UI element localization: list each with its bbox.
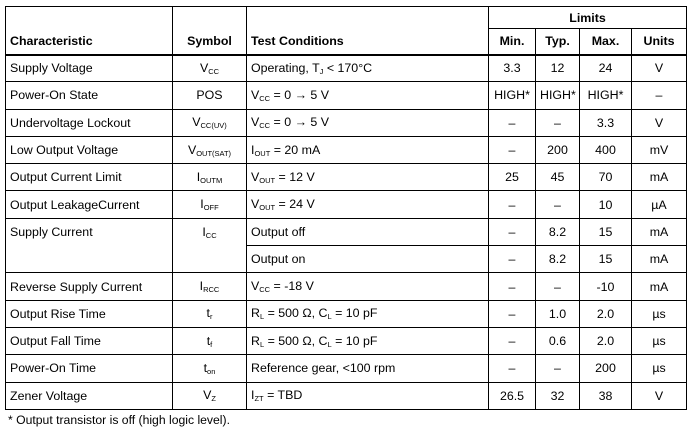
test-conditions-cell (247, 218, 489, 245)
units-cell: mV (632, 136, 687, 163)
condition-subscript: L (327, 339, 332, 349)
characteristic-cell: Power-On Time (6, 355, 173, 382)
condition-subscript: CC (259, 121, 271, 131)
typ-cell: 1.0 (536, 300, 580, 327)
min-cell: – (489, 191, 536, 218)
units-cell: mA (632, 273, 687, 300)
table-row (6, 218, 687, 245)
header-symbol-top (173, 7, 247, 29)
symbol-main: I (199, 279, 204, 294)
table-row (6, 136, 687, 163)
symbol-cell (173, 327, 247, 354)
units-cell: V (632, 382, 687, 409)
test-conditions-cell (247, 164, 489, 191)
table-row (6, 327, 687, 354)
max-cell: 200 (580, 355, 632, 382)
symbol-main: I (202, 224, 206, 239)
symbol-main: V (203, 388, 212, 403)
max-cell: 3.3 (580, 109, 632, 136)
table-row (6, 300, 687, 327)
condition-text: R (251, 333, 260, 348)
characteristic-cell: Output Current Limit (6, 164, 173, 191)
header-symbol: Symbol (173, 29, 247, 55)
characteristic-cell: Undervoltage Lockout (6, 109, 173, 136)
units-cell: µs (632, 355, 687, 382)
condition-text: = -18 V (270, 279, 314, 294)
symbol-subscript: OFF (203, 203, 219, 213)
max-cell: 400 (580, 136, 632, 163)
condition-text: = TBD (263, 388, 303, 403)
symbol-main: V (187, 142, 197, 157)
table-row (6, 55, 687, 82)
characteristic-cell: Supply Voltage (6, 55, 173, 82)
condition-subscript: OUT (259, 175, 276, 185)
symbol-subscript: r (209, 312, 213, 322)
symbol-cell (173, 355, 247, 382)
test-conditions-cell (247, 55, 489, 82)
max-cell: 24 (580, 55, 632, 82)
symbol-subscript: CC(UV) (200, 121, 227, 131)
condition-text: Output off (251, 224, 306, 239)
table-row (6, 273, 687, 300)
condition-text: Output on (251, 252, 306, 267)
max-cell: 15 (580, 218, 632, 245)
units-cell: µA (632, 191, 687, 218)
table-row (6, 355, 687, 382)
max-cell: 2.0 (580, 300, 632, 327)
condition-subscript: OUT (254, 148, 271, 158)
symbol-subscript: OUTM (200, 175, 223, 185)
condition-text: = 10 pF (331, 333, 378, 348)
max-cell: 15 (580, 246, 632, 273)
min-cell: – (489, 109, 536, 136)
header-characteristic: Characteristic (6, 29, 173, 55)
symbol-subscript: CC (205, 230, 217, 240)
test-conditions-cell (247, 382, 489, 409)
condition-text: Operating, T (251, 60, 320, 75)
condition-text: I (251, 388, 255, 403)
symbol-cell (173, 300, 247, 327)
symbol-cell (173, 191, 247, 218)
condition-text: = 20 mA (270, 142, 321, 157)
condition-text: = 500 Ω, C (264, 306, 328, 321)
test-conditions-cell (247, 300, 489, 327)
condition-text: = 0 → 5 V (270, 87, 329, 102)
units-cell: µs (632, 327, 687, 354)
characteristic-cell: Low Output Voltage (6, 136, 173, 163)
symbol-main: t (206, 306, 210, 321)
footnote: * Output transistor is off (high logic level). (8, 413, 230, 427)
units-cell: mA (632, 246, 687, 273)
electrical-characteristics-table (5, 6, 687, 410)
max-cell: 70 (580, 164, 632, 191)
min-cell: – (489, 273, 536, 300)
test-conditions-cell (247, 327, 489, 354)
condition-text: < 170°C (323, 60, 373, 75)
test-conditions-cell (247, 82, 489, 109)
table-row (6, 382, 687, 409)
symbol-cell (173, 273, 247, 300)
condition-subscript: CC (259, 93, 271, 103)
characteristic-cell: Output Rise Time (6, 300, 173, 327)
characteristic-cell: Output LeakageCurrent (6, 191, 173, 218)
typ-cell: – (536, 273, 580, 300)
condition-subscript: CC (259, 285, 271, 295)
symbol-cell (173, 382, 247, 409)
header-characteristic-top (6, 7, 173, 29)
condition-subscript: L (327, 312, 332, 322)
test-conditions-cell (247, 191, 489, 218)
header-test-conditions: Test Conditions (247, 29, 489, 55)
characteristic-cell: Supply Current (6, 218, 173, 273)
max-cell: 38 (580, 382, 632, 409)
symbol-cell (173, 109, 247, 136)
symbol-cell (173, 82, 247, 109)
max-cell: 2.0 (580, 327, 632, 354)
symbol-subscript: on (207, 366, 216, 376)
header-min: Min. (489, 29, 536, 55)
units-cell: mA (632, 218, 687, 245)
table-row (6, 109, 687, 136)
typ-cell: – (536, 109, 580, 136)
symbol-subscript: RCC (203, 285, 220, 295)
min-cell: 26.5 (489, 382, 536, 409)
condition-subscript: ZT (254, 394, 264, 404)
min-cell: 3.3 (489, 55, 536, 82)
condition-text: I (251, 142, 255, 157)
typ-cell: – (536, 355, 580, 382)
condition-text: V (251, 169, 260, 184)
header-units: Units (632, 29, 687, 55)
header-max: Max. (580, 29, 632, 55)
table-body (6, 55, 687, 410)
symbol-subscript: f (210, 339, 213, 349)
max-cell: -10 (580, 273, 632, 300)
condition-text: = 12 V (275, 169, 315, 184)
symbol-cell (173, 218, 247, 273)
header-limits: Limits (489, 7, 687, 29)
condition-text: Reference gear, <100 rpm (251, 361, 396, 376)
condition-subscript: J (319, 66, 324, 76)
condition-text: V (251, 115, 260, 130)
typ-cell: 8.2 (536, 218, 580, 245)
min-cell: HIGH* (489, 82, 536, 109)
characteristic-cell: Power-On State (6, 82, 173, 109)
min-cell: – (489, 246, 536, 273)
typ-cell: 200 (536, 136, 580, 163)
table-row (6, 191, 687, 218)
symbol-main: POS (196, 88, 223, 103)
units-cell: V (632, 109, 687, 136)
typ-cell: 12 (536, 55, 580, 82)
condition-text: V (251, 87, 260, 102)
characteristic-cell: Reverse Supply Current (6, 273, 173, 300)
characteristic-cell: Zener Voltage (6, 382, 173, 409)
table-row (6, 82, 687, 109)
min-cell: – (489, 218, 536, 245)
units-cell: mA (632, 164, 687, 191)
symbol-main: t (206, 333, 211, 348)
symbol-cell (173, 136, 247, 163)
condition-text: = 500 Ω, C (264, 333, 328, 348)
typ-cell: 32 (536, 382, 580, 409)
condition-text: R (251, 306, 260, 321)
condition-subscript: L (259, 339, 265, 349)
symbol-main: I (200, 197, 204, 212)
condition-text: = 10 pF (331, 306, 378, 321)
condition-subscript: L (259, 312, 265, 322)
header-test-conditions-top (247, 7, 489, 29)
condition-text: V (251, 197, 260, 212)
test-conditions-cell (247, 355, 489, 382)
test-conditions-cell (247, 246, 489, 273)
min-cell: – (489, 327, 536, 354)
min-cell: – (489, 300, 536, 327)
symbol-cell (173, 55, 247, 82)
max-cell: 10 (580, 191, 632, 218)
symbol-main: V (192, 115, 201, 130)
typ-cell: HIGH* (536, 82, 580, 109)
condition-text: = 0 → 5 V (270, 115, 329, 130)
max-cell: HIGH* (580, 82, 632, 109)
symbol-subscript: CC (208, 66, 220, 76)
min-cell: – (489, 355, 536, 382)
characteristic-cell: Output Fall Time (6, 327, 173, 354)
units-cell: – (632, 82, 687, 109)
units-cell: µs (632, 300, 687, 327)
typ-cell: 45 (536, 164, 580, 191)
typ-cell: 0.6 (536, 327, 580, 354)
condition-subscript: OUT (259, 203, 276, 213)
symbol-cell (173, 164, 247, 191)
test-conditions-cell (247, 136, 489, 163)
condition-text: = 24 V (275, 197, 315, 212)
typ-cell: – (536, 191, 580, 218)
symbol-subscript: OUT(SAT) (196, 148, 232, 158)
min-cell: 25 (489, 164, 536, 191)
units-cell: V (632, 55, 687, 82)
symbol-subscript: Z (211, 394, 216, 404)
symbol-main: V (199, 60, 209, 75)
typ-cell: 8.2 (536, 246, 580, 273)
symbol-main: I (196, 169, 201, 184)
min-cell: – (489, 136, 536, 163)
test-conditions-cell (247, 273, 489, 300)
symbol-main: t (203, 360, 208, 375)
condition-text: V (251, 279, 260, 294)
header-typ: Typ. (536, 29, 580, 55)
table-row (6, 164, 687, 191)
test-conditions-cell (247, 109, 489, 136)
